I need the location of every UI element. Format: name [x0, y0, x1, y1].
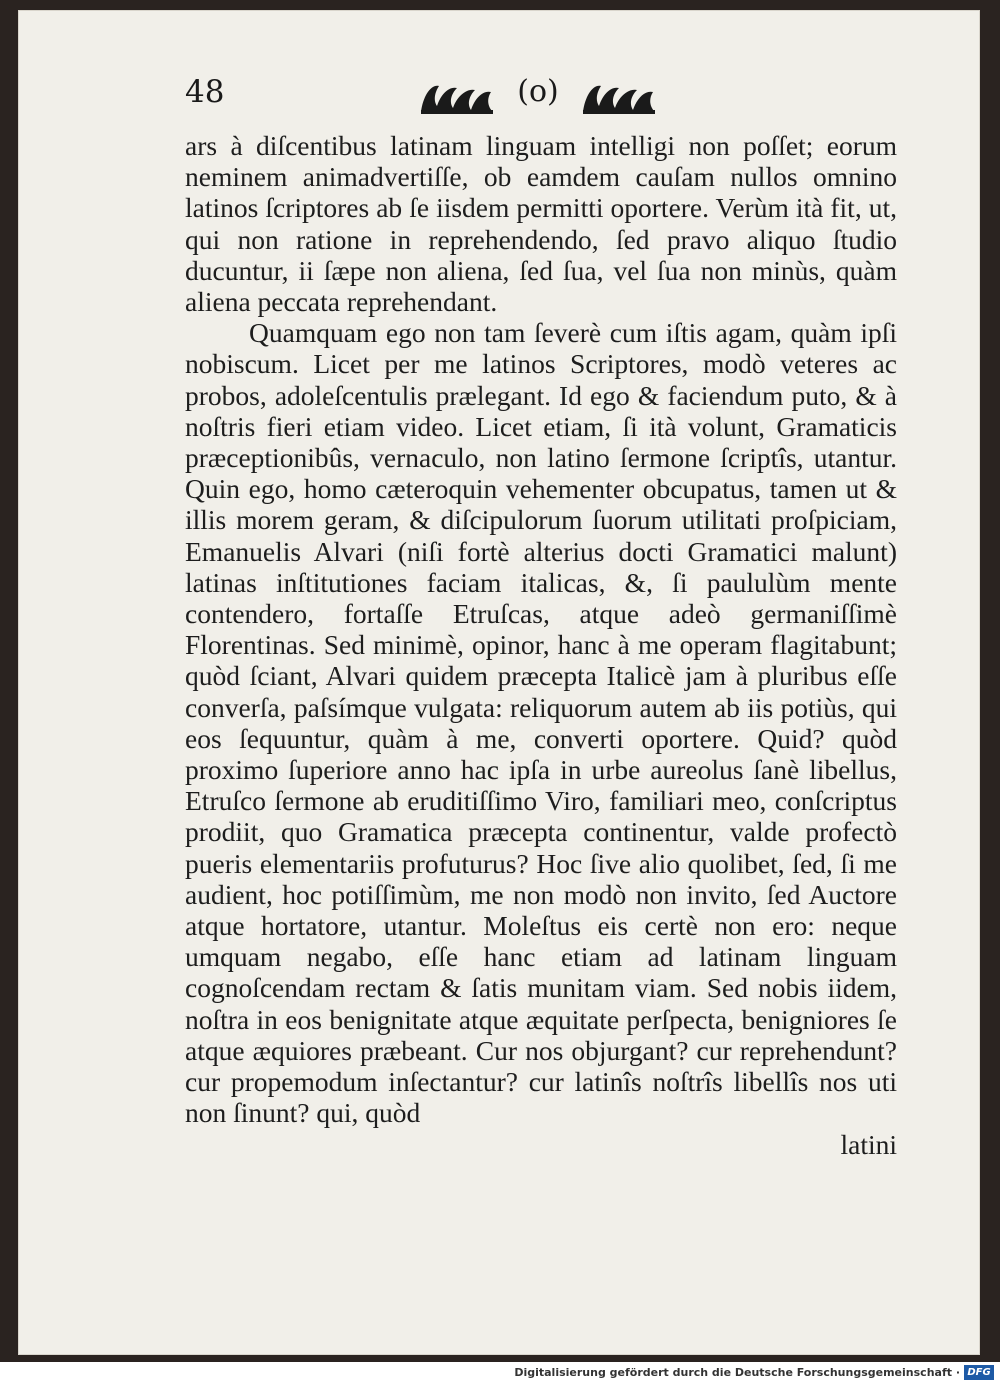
paragraph: Quamquam ego non tam ſeverè cum iſtis agam, quàm ipſi nobiscum. Licet per me latinos Scriptores, modò veteres ac probos, adoleſcentulis prælegant. Id ego & faciendum puto, & à noſtris fieri etiam video. Licet etiam, ſi ità volunt, Gramaticis præceptionibûs, vernaculo, non latino ſermone ſcriptîs, utantur. Quin ego, homo cæteroquin vehementer obcupatus, tamen ut & illis morem geram, & diſcipulorum ſuorum utilitati proſpiciam, Emanuelis Alvari (niſi fortè alterius docti Gramatici malunt) latinas inſtitutiones faciam italicas, &, ſi paululùm mente contendero, fortaſſe Etruſcas, atque adeò germaniſſimè Florentinas. Sed minimè, opinor, hanc à me operam flagitabunt; quòd ſciant, Alvari quidem præcepta Italicè jam à pluribus eſſe converſa, paſsímque vulgata: reliquorum autem ab iis potiùs, qui eos ſequuntur, quàm à me, converti oportere. Quid? quòd proximo ſuperiore anno hac ipſa in urbe aureolus ſanè libellus, Etruſco ſermone ab eruditiſſimo Viro, familiari meo, conſcriptus prodiit, quo Gramatica præcepta continentur, valde profectò pueris elementariis profuturus? Hoc ſive alio quolibet, ſed, ſi me audient, hoc potiſſimùm, me non modò non invito, ſed Auctore atque hortatore, utantur. Moleſtus eis certè non ero: neque umquam negabo, eſſe hanc etiam ad latinam linguam cognoſcendam rectam & ſatis munitam viam. Sed nobis iidem, noſtra in eos benignitate atque æquitate perſpecta, benigniores ſe atque æquiores præbeant. Cur nos objurgant? cur reprehendunt? cur propemodum inſectantur? cur latinîs noſtrîs libellîs nos uti non ſinunt? qui, quòd [185, 317, 897, 1129]
page-number: 48 [185, 74, 225, 110]
body-text [185, 130, 897, 1160]
page-header [185, 70, 905, 120]
header-ornament-center: (o) [517, 74, 559, 109]
dfg-logo: DFG [964, 1365, 994, 1380]
header-ornament [417, 76, 657, 116]
funding-credit: Digitalisierung gefördert durch die Deutsche Forschungsgemeinschaft · [514, 1366, 960, 1379]
catchword: latini [840, 1128, 897, 1160]
paragraph: ars à diſcentibus latinam linguam intelligi non poſſet; eorum neminem animadvertiſſe, ob eamdem cauſam nullos omnino latinos ſcriptores ab ſe iisdem permitti oportere. Verùm ità fit, ut, qui non ratione in reprehendendo, ſed pravo aliquo ſtudio ducuntur, ii ſæpe non aliena, ſed ſua, vel ſua non minùs, quàm aliena peccata reprehendant. [185, 130, 897, 318]
digitization-footer [0, 1362, 1000, 1386]
